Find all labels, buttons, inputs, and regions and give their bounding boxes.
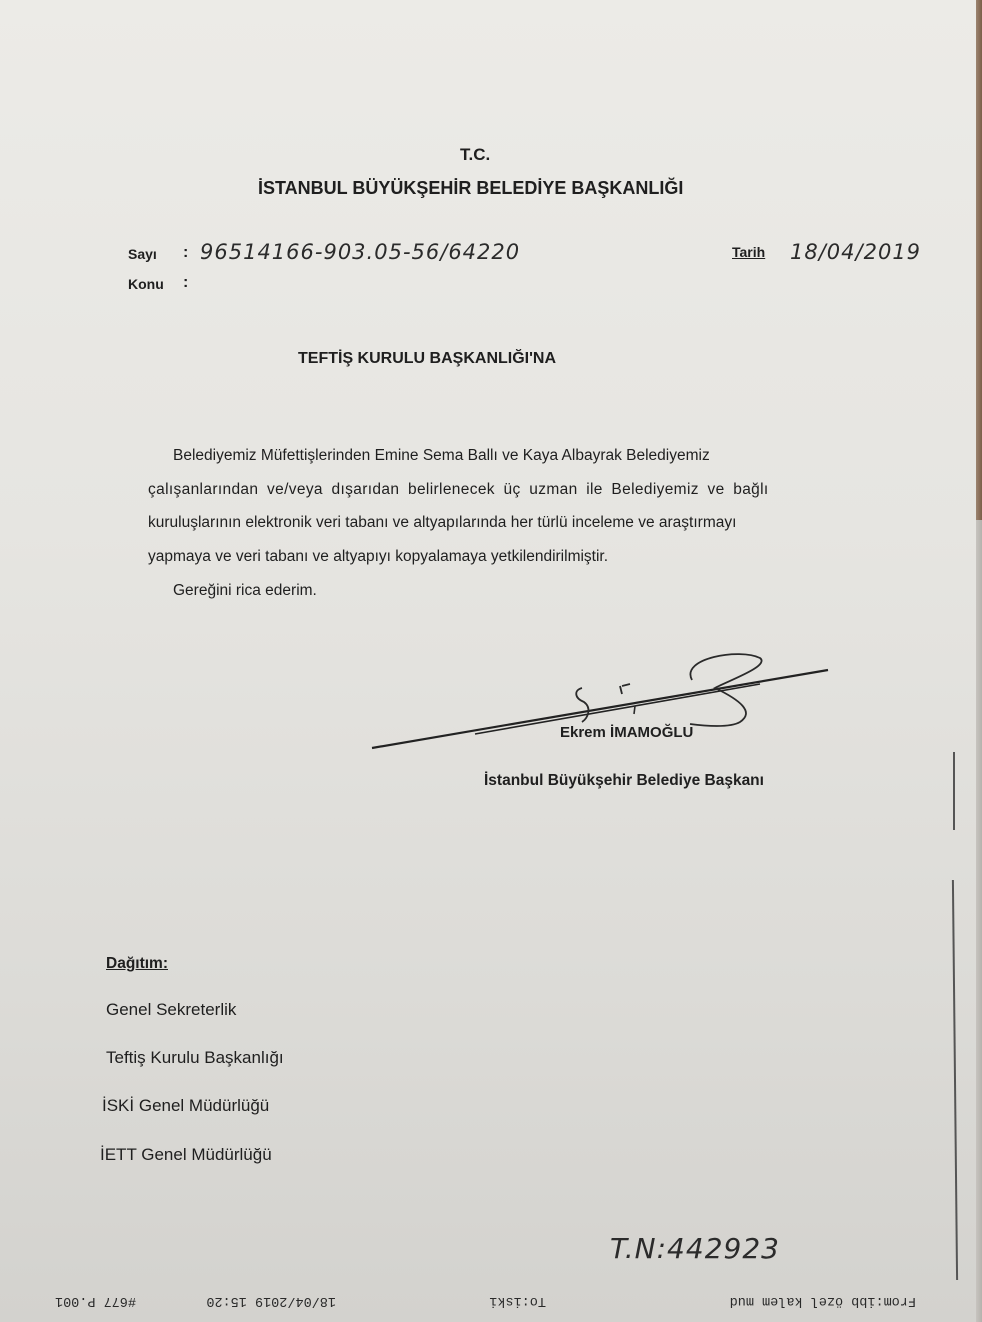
distribution-item: Teftiş Kurulu Başkanlığı xyxy=(106,1048,284,1067)
distribution-item: Genel Sekreterlik xyxy=(106,1000,237,1019)
margin-line xyxy=(953,752,955,830)
distribution-item: İSKİ Genel Müdürlüğü xyxy=(102,1096,270,1115)
body-line: çalışanlarından ve/veya dışarıdan belirlenecek üç uzman ile Belediyemiz ve bağlı xyxy=(148,480,769,498)
body-line: Belediyemiz Müfettişlerinden Emine Sema Ballı ve Kaya Albayrak Belediyemiz xyxy=(173,447,710,464)
sayi-value: 96514166-903.05-56/64220 xyxy=(200,240,521,264)
signatory-title: İstanbul Büyükşehir Belediye Başkanı xyxy=(484,772,764,789)
distribution-title: Dağıtım: xyxy=(106,955,168,972)
konu-colon: : xyxy=(183,274,189,291)
fax-header-upside-down xyxy=(0,1286,976,1316)
konu-label: Konu xyxy=(128,276,164,292)
margin-line xyxy=(952,880,958,1280)
closing-text: Gereğini rica ederim. xyxy=(173,582,317,599)
body-paragraph xyxy=(148,439,833,573)
handwritten-note: T.N:442923 xyxy=(610,1232,780,1265)
body-line: yapmaya ve veri tabanı ve altyapıyı kopyalamaya yetkilendirilmiştir. xyxy=(148,547,609,565)
addressee: TEFTİŞ KURULU BAŞKANLIĞI'NA xyxy=(298,350,557,367)
fax-to: To:iski xyxy=(489,1293,546,1308)
signature-scribble-icon xyxy=(360,640,840,760)
sayi-colon: : xyxy=(183,244,189,261)
body-line: kuruluşlarının elektronik veri tabanı ve altyapılarında her türlü inceleme ve araştırmayı xyxy=(148,514,737,531)
tarih-value: 18/04/2019 xyxy=(790,240,922,264)
sayi-label: Sayı xyxy=(128,246,157,262)
header-tc: T.C. xyxy=(460,145,491,164)
paper-edge xyxy=(976,0,982,520)
fax-datetime: 18/04/2019 15:20 xyxy=(206,1293,336,1308)
signatory-name: Ekrem İMAMOĞLU xyxy=(560,724,694,741)
fax-from: From:ibb özel kalem mud xyxy=(729,1293,916,1308)
institution-title: İSTANBUL BÜYÜKŞEHİR BELEDİYE BAŞKANLIĞI xyxy=(258,178,684,198)
paper-edge xyxy=(976,520,982,1322)
distribution-item: İETT Genel Müdürlüğü xyxy=(100,1145,272,1164)
fax-job: #677 P.001 xyxy=(54,1293,136,1308)
tarih-label: Tarih xyxy=(732,244,766,260)
